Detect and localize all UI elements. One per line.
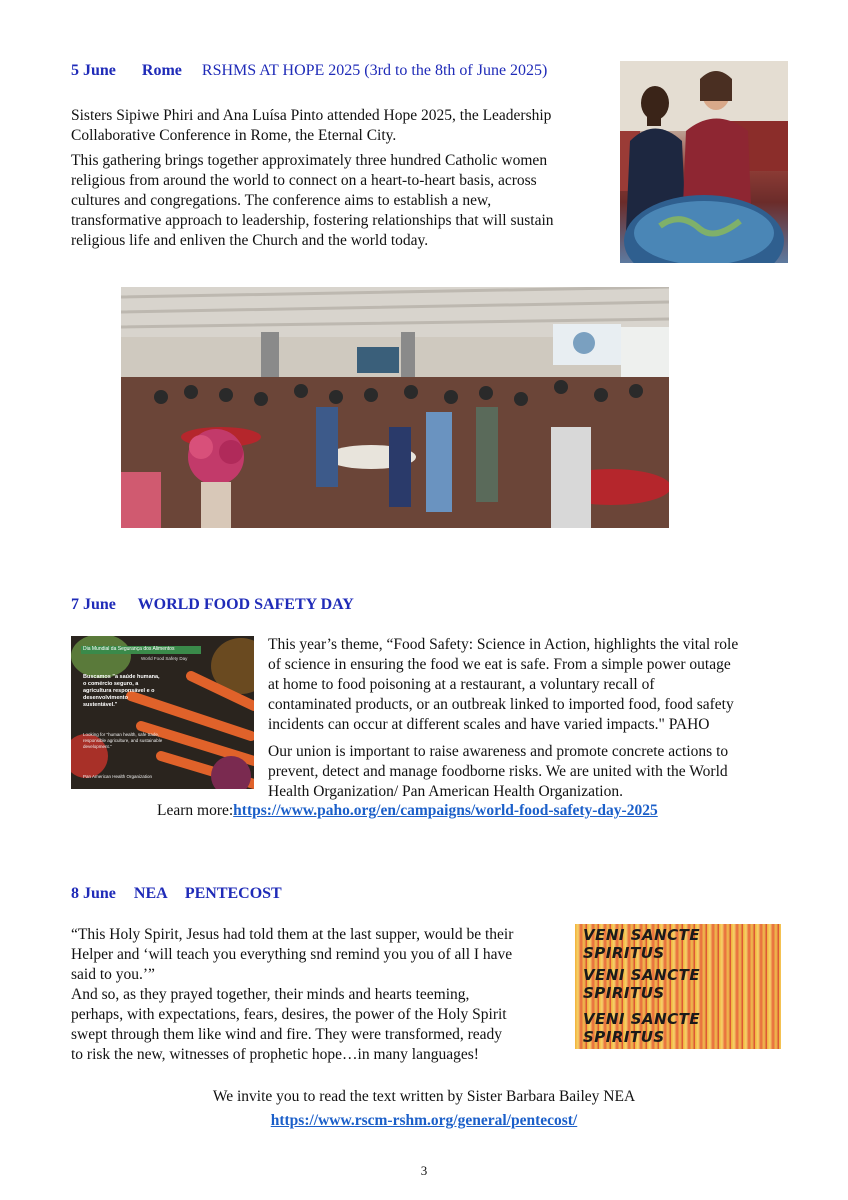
food-image-banner: Dia Mundial da Segurança dos Alimentos (83, 646, 175, 652)
section2-p1-line: contaminated products, or an outbreak linked to imported food, food safety (268, 696, 734, 713)
section1-p2-line: religious from around the world to connect on a heart-to-heart basis, across (71, 172, 537, 189)
section1-p1-line: Sisters Sipiwe Phiri and Ana Luísa Pinto attended Hope 2025, the Leadership (71, 107, 552, 124)
section2-title: WORLD FOOD SAFETY DAY (137, 596, 354, 613)
conference-hall-illustration (121, 287, 669, 528)
food-image-quote-pt: Buscamos "a saúde humana, o comércio seguro, a agricultura responsável e o desenvolvimento sustentável." (83, 674, 160, 708)
section1-p1-line: Collaborative Conference in Rome, the Eternal City. (71, 127, 397, 144)
page-number: 3 (420, 1163, 428, 1178)
pentecost-link-wrap (0, 1112, 848, 1130)
section1-p2-line: This gathering brings together approximately three hundred Catholic women (71, 152, 548, 169)
section2-p2-line: Our union is important to raise awareness and promote concrete actions to (268, 743, 729, 760)
sisters-photo (620, 61, 788, 263)
section1-p2-line: religious life and enliven the Church and the world today. (71, 232, 429, 249)
section3-tag: NEA (133, 885, 167, 902)
learn-more-label: Learn more: (157, 802, 234, 819)
section2-paragraph1 (268, 635, 798, 735)
sisters-photo-illustration (620, 61, 788, 263)
veni-sancte-spiritus-image (575, 924, 781, 1049)
section3-line: perhaps, with expectations, fears, desires, the power of the Holy Spirit (71, 1006, 507, 1023)
section1-p2-line: cultures and congregations. The conference aims to establish a new, (71, 192, 492, 209)
section3-line: “This Holy Spirit, Jesus had told them at the last supper, would be their (71, 926, 514, 943)
section1-heading (71, 62, 547, 80)
section1-title: RSHMS AT HOPE 2025 (3rd to the 8th of June 2025) (201, 62, 548, 79)
section2-p2-line: Health Organization/ Pan American Health Organization. (268, 783, 623, 800)
section1-place: Rome (141, 62, 182, 79)
section2-p1-line: at home to food poisoning at a restaurant, a voluntary recall of (268, 676, 655, 693)
section3-date: 8 June (71, 885, 116, 902)
conference-hall-photo (121, 287, 669, 528)
section2-p1-line: incidents can occur at different scales and have varied impacts." PAHO (268, 716, 710, 733)
food-image-quote-en: Looking for "human health, safe trade, responsible agriculture, and sustainable development." (83, 732, 163, 749)
section2-paragraph2 (268, 742, 798, 802)
section2-heading (71, 596, 354, 614)
section3-heading (71, 885, 282, 903)
section3-line: to risk the new, witnesses of prophetic hope…in many languages! (71, 1046, 479, 1063)
food-safety-image (71, 636, 254, 789)
section2-date: 7 June (71, 596, 116, 613)
veni-line-1: VENI SANCTE SPIRITUS (583, 926, 701, 962)
section1-paragraph2 (71, 151, 616, 251)
section2-p1-line: This year’s theme, “Food Safety: Science in Action, highlights the vital role (268, 636, 739, 653)
section3-line: said to you.’” (71, 966, 155, 983)
section3-title: PENTECOST (184, 885, 282, 902)
veni-line-2: VENI SANCTE SPIRITUS (583, 966, 701, 1002)
section1-paragraph1 (71, 106, 616, 146)
paho-link[interactable]: https://www.paho.org/en/campaigns/world-food-safety-day-2025 (233, 802, 658, 819)
invite-text: We invite you to read the text written by Sister Barbara Bailey NEA (212, 1088, 636, 1105)
section1-p2-line: transformative approach to leadership, fostering relationships that will sustain (71, 212, 554, 229)
section3-paragraph (71, 925, 571, 1065)
veni-line-3: VENI SANCTE SPIRITUS (583, 1010, 701, 1046)
food-image-org: Pan American Health Organization (83, 774, 153, 779)
section3-line: Helper and ‘will teach you everything snd remind you you of all I have (71, 946, 513, 963)
section2-p2-line: prevent, detect and manage foodborne risks. We are united with the World (268, 763, 728, 780)
food-image-sub: World Food Safety Day (141, 656, 188, 661)
section3-line: And so, as they prayed together, their minds and hearts teeming, (71, 986, 470, 1003)
section3-line: swept through them like wind and fire. They were transformed, ready (71, 1026, 502, 1043)
section2-p1-line: of science in ensuring the food we eat is safe. From a simple power outage (268, 656, 731, 673)
section1-date: 5 June (71, 62, 116, 79)
pentecost-link[interactable]: https://www.rscm-rshm.org/general/pentecost/ (270, 1112, 578, 1129)
learn-more-line (157, 801, 658, 821)
